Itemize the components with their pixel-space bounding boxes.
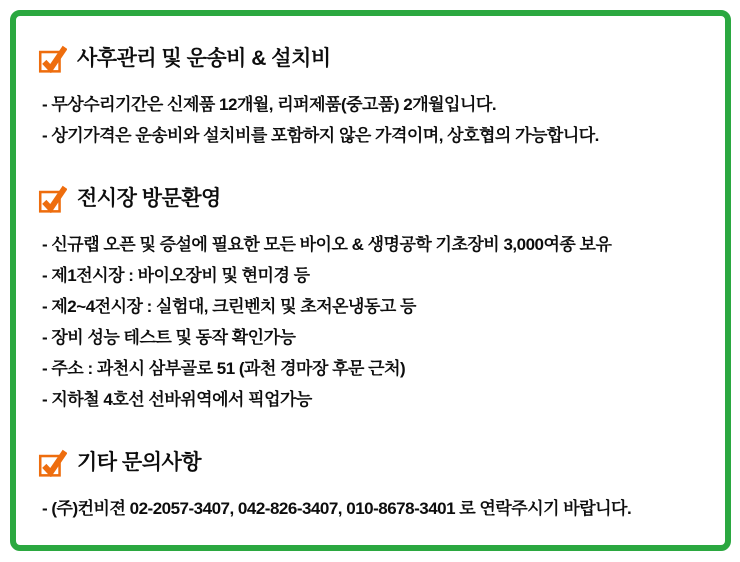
- checkbox-checked-icon: [38, 184, 67, 213]
- section-aftercare: [42, 44, 701, 151]
- list-item: - 상기가격은 운송비와 설치비를 포함하지 않은 가격이며, 상호협의 가능합니다.: [42, 126, 599, 145]
- section-items: [42, 493, 701, 524]
- section-title: 전시장 방문환영: [77, 187, 221, 210]
- section-showroom: [42, 184, 701, 415]
- section-title-row: [38, 184, 701, 213]
- section-title: 기타 문의사항: [77, 451, 202, 474]
- section-contact: [42, 448, 701, 524]
- section-items: [42, 89, 701, 151]
- list-item: - 제2~4전시장 : 실험대, 크린벤치 및 초저온냉동고 등: [42, 297, 416, 316]
- list-item: - 제1전시장 : 바이오장비 및 현미경 등: [42, 266, 310, 285]
- section-items: [42, 229, 701, 415]
- section-title-row: [38, 44, 701, 73]
- checkbox-checked-icon: [38, 448, 67, 477]
- section-title-row: [38, 448, 701, 477]
- section-title: 사후관리 및 운송비 & 설치비: [77, 47, 331, 70]
- list-item: - 주소 : 과천시 삼부골로 51 (과천 경마장 후문 근처): [42, 359, 406, 378]
- list-item: - 지하철 4호선 선바위역에서 픽업가능: [42, 390, 312, 409]
- checkbox-checked-icon: [38, 44, 67, 73]
- list-item: - (주)컨비젼 02-2057-3407, 042-826-3407, 010-8678-3401 로 연락주시기 바랍니다.: [42, 499, 632, 518]
- list-item: - 신규랩 오픈 및 증설에 필요한 모든 바이오 & 생명공학 기초장비 3,000여종 보유: [42, 235, 612, 254]
- notice-panel: [10, 10, 731, 551]
- list-item: - 무상수리기간은 신제품 12개월, 리퍼제품(중고품) 2개월입니다.: [42, 95, 497, 114]
- list-item: - 장비 성능 테스트 및 동작 확인가능: [42, 328, 296, 347]
